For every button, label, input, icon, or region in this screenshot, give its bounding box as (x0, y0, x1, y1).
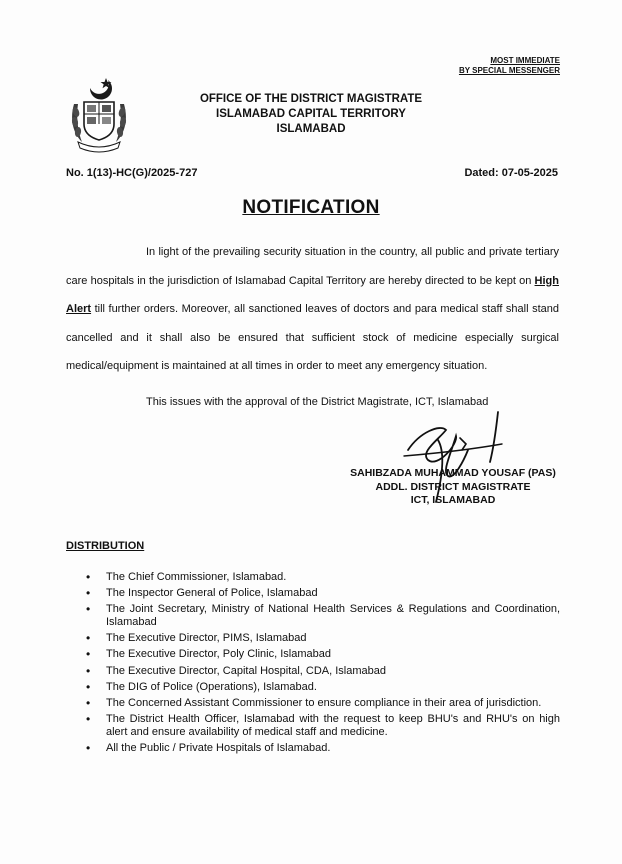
distribution-item: • The Executive Director, PIMS, Islamabad (66, 632, 560, 645)
high-alert-emphasis: High Alert (66, 274, 559, 316)
reference-date: Dated: 07-05-2025 (464, 167, 558, 179)
office-line-1: OFFICE OF THE DISTRICT MAGISTRATE (199, 93, 423, 105)
approval-line: This issues with the approval of the District Magistrate, ICT, Islamabad (146, 396, 489, 408)
distribution-item: • The Chief Commissioner, Islamabad. (66, 571, 560, 584)
distribution-item: • The Concerned Assistant Commissioner to ensure compliance in their area of jurisdiction. (66, 697, 560, 710)
office-line-2: ISLAMABAD CAPITAL TERRITORY (216, 108, 406, 120)
distribution-heading: DISTRIBUTION (66, 540, 145, 552)
document-title: NOTIFICATION (242, 197, 380, 218)
reference-number: No. 1(13)-HC(G)/2025-727 (66, 167, 198, 179)
distribution-list (66, 571, 560, 758)
office-heading (150, 92, 472, 137)
state-emblem-icon (66, 74, 132, 154)
signatory-designation: ADDL. DISTRICT MAGISTRATE (375, 480, 531, 493)
distribution-item: • The District Health Officer, Islamabad with the request to keep BHU's and RHU's on high alert and ensure availability of medical staff and medicine. (66, 713, 560, 738)
distribution-item: • The Inspector General of Police, Islamabad (66, 587, 560, 600)
body-paragraph (66, 238, 559, 381)
priority-line-1: MOST IMMEDIATE (490, 56, 560, 65)
signatory-name: SAHIBZADA MUHAMMAD YOUSAF (PAS) (350, 467, 556, 479)
office-line-3: ISLAMABAD (276, 123, 346, 135)
signatory-block (344, 467, 562, 508)
signatory-location: ICT, ISLAMABAD (410, 494, 496, 506)
distribution-item: • All the Public / Private Hospitals of Islamabad. (66, 742, 560, 755)
priority-marking (459, 56, 560, 76)
priority-line-2: BY SPECIAL MESSENGER (458, 66, 560, 75)
distribution-item: • The DIG of Police (Operations), Islamabad. (66, 681, 560, 694)
distribution-item: • The Joint Secretary, Ministry of National Health Services & Regulations and Coordination, Islamabad (66, 603, 560, 628)
distribution-item: • The Executive Director, Capital Hospital, CDA, Islamabad (66, 665, 560, 678)
body-text-part-2: till further orders. Moreover, all sanctioned leaves of doctors and para medical staff shall stand cancelled and it shall also be ensured that sufficient stock of medicine especially surgical medical/equipment is maintained at all times in order to meet any emergency situation. (66, 303, 559, 373)
body-text-part-1: In light of the prevailing security situation in the country, all public and private tertiary care hospitals in the jurisdiction of Islamabad Capital Territory are hereby directed to be kept on (66, 246, 559, 287)
distribution-item: • The Executive Director, Poly Clinic, Islamabad (66, 648, 560, 661)
